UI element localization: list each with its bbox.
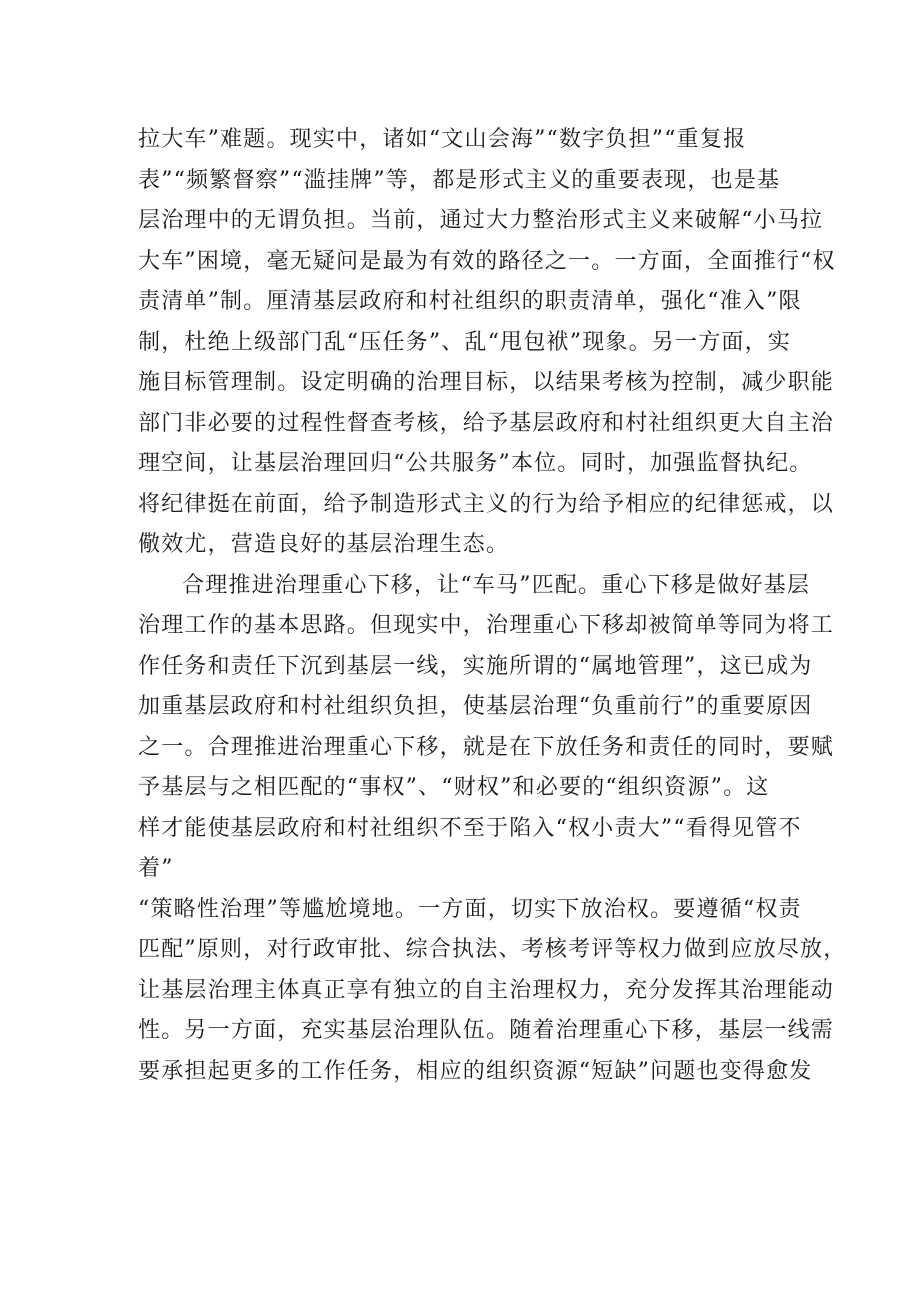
text-line: 治理工作的基本思路。但现实中，治理重心下移却被简单等同为将工 xyxy=(138,613,835,638)
text-line: 部门非必要的过程性督查考核，给予基层政府和村社组织更大自主治 xyxy=(138,410,835,436)
paragraph-start-line: 合理推进治理重心下移，让“车马”匹配。重心下移是做好基层 xyxy=(182,572,811,598)
text-line: 层治理中的无谓负担。当前，通过大力整治形式主义来破解“小马拉 xyxy=(138,208,824,233)
text-line: 予基层与之相匹配的“事权”、“财权”和必要的“组织资源”。这 xyxy=(138,775,770,800)
body-text xyxy=(138,120,847,1092)
text-line: 将纪律挺在前面，给予制造形式主义的行为给予相应的纪律惩戒，以 xyxy=(138,491,835,517)
text-line: 着” xyxy=(138,856,174,881)
text-line: 施目标管理制。设定明确的治理目标，以结果考核为控制，减少职能 xyxy=(138,370,835,395)
text-line: 理空间，让基层治理回归“公共服务”本位。同时，加强监督执纪。 xyxy=(138,451,813,476)
text-line: 制，杜绝上级部门乱“压任务”、乱“甩包袱”现象。另一方面，实 xyxy=(138,329,791,355)
text-line: 责清单”制。厘清基层政府和村社组织的职责清单，强化“准入”限 xyxy=(138,289,802,314)
text-line: 匹配”原则，对行政审批、综合执法、考核考评等权力做到应放尽放， xyxy=(138,937,847,962)
text-line: 表”“频繁督察”“滥挂牌”等，都是形式主义的重要表现，也是基 xyxy=(138,167,781,193)
text-line: 要承担起更多的工作任务，相应的组织资源“短缺”问题也变得愈发 xyxy=(138,1058,813,1084)
text-line: “策略性治理”等尴尬境地。一方面，切实下放治权。要遵循“权责 xyxy=(138,896,802,922)
text-line: 大车”困境，毫无疑问是最为有效的路径之一。一方面，全面推行“权 xyxy=(138,248,836,274)
text-line: 作任务和责任下沉到基层一线，实施所谓的“属地管理”，这已成为 xyxy=(138,653,813,679)
text-line: 之一。合理推进治理重心下移，就是在下放任务和责任的同时，要赋 xyxy=(138,734,835,760)
text-line: 样才能使基层政府和村社组织不至于陷入“权小责大”“看得见管不 xyxy=(138,815,802,841)
text-line: 让基层治理主体真正享有独立的自主治理权力，充分发挥其治理能动 xyxy=(138,977,835,1003)
text-line: 儆效尤，营造良好的基层治理生态。 xyxy=(138,532,510,557)
text-line: 拉大车”难题。现实中，诸如“文山会海”“数字负担”“重复报 xyxy=(138,127,747,152)
text-line: 性。另一方面，充实基层治理队伍。随着治理重心下移，基层一线需 xyxy=(138,1018,835,1043)
text-line: 加重基层政府和村社组织负担，使基层治理“负重前行”的重要原因 xyxy=(138,694,813,719)
